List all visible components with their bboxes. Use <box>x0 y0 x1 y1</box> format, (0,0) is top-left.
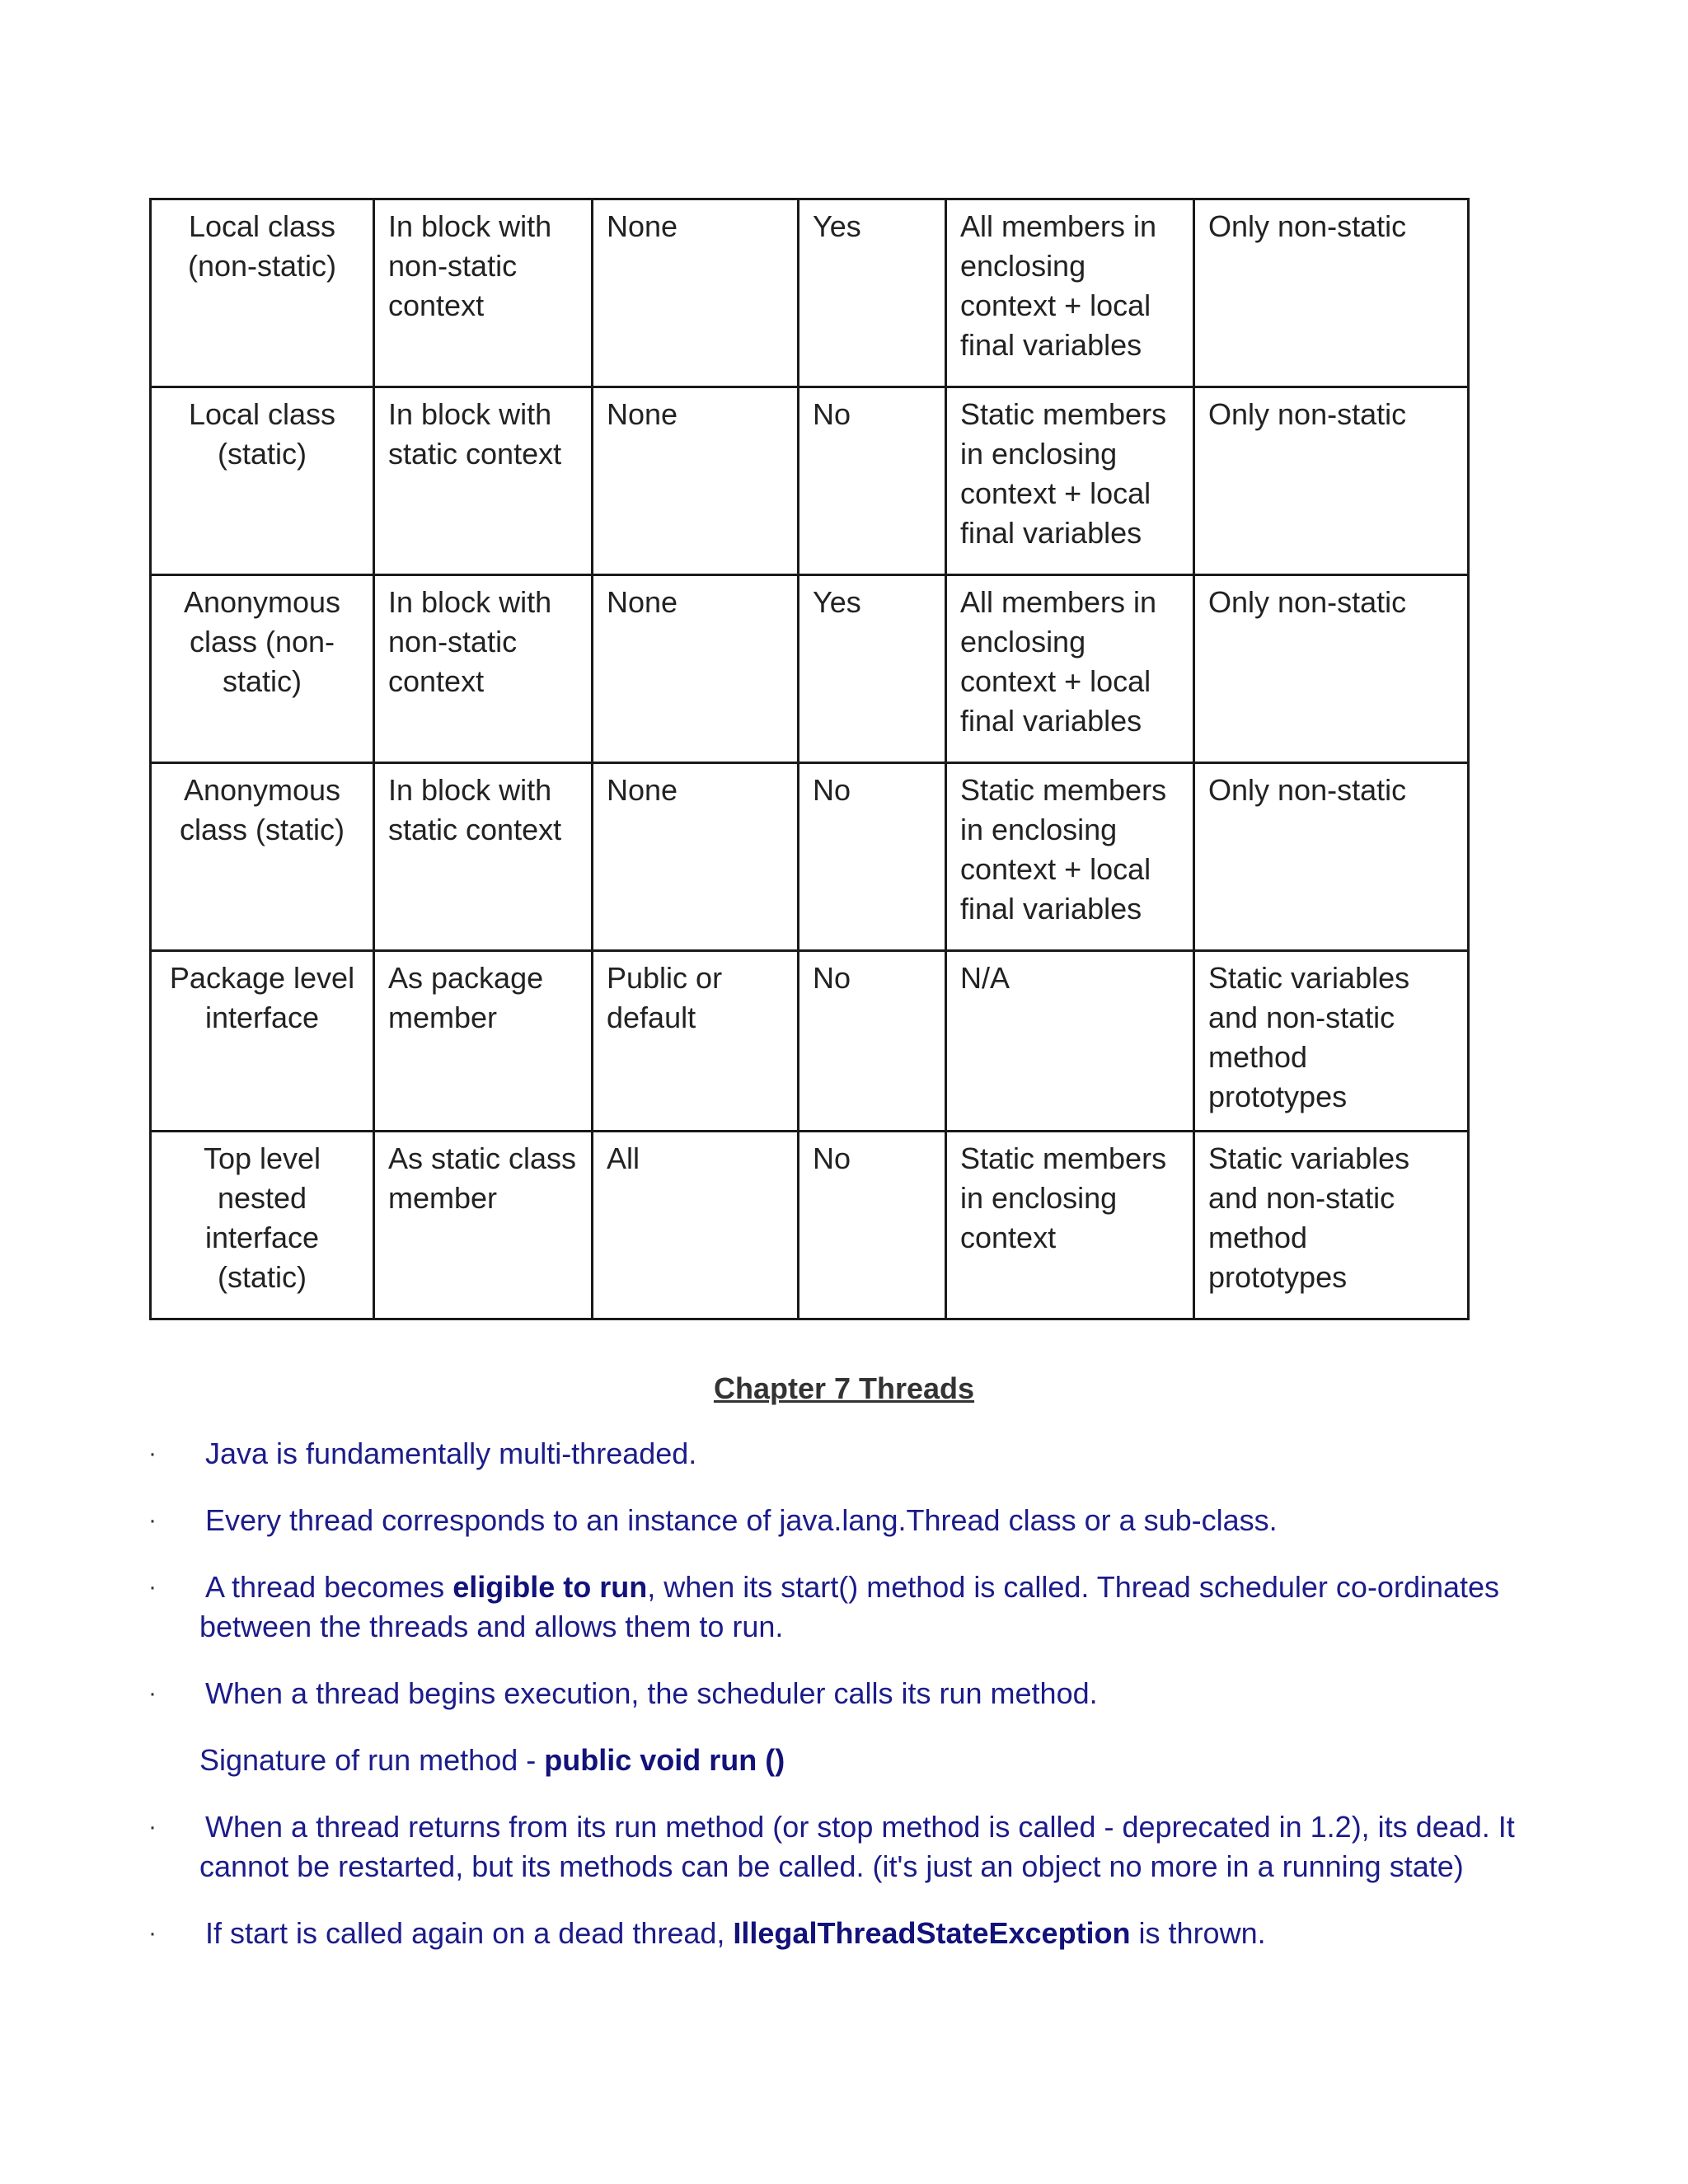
list-item <box>148 1674 1517 1713</box>
table-cell: None <box>593 575 799 763</box>
emphasis-text: eligible to run <box>452 1570 648 1604</box>
table-cell: No <box>799 1132 946 1319</box>
table-cell: None <box>593 763 799 951</box>
table-cell: All members in enclosing context + local final variables <box>946 199 1194 387</box>
table-cell: Yes <box>799 575 946 763</box>
nested-class-table <box>149 198 1470 1320</box>
table-cell: Static members in enclosing context + local final variables <box>946 763 1194 951</box>
thread-notes-list <box>148 1434 1517 1980</box>
table-row <box>151 951 1469 1132</box>
table-cell: No <box>799 763 946 951</box>
list-item <box>148 1434 1517 1474</box>
bullet-icon: · <box>148 1507 157 1534</box>
list-item-text: Every thread corresponds to an instance of java.lang.Thread class or a sub-class. <box>205 1503 1278 1537</box>
list-item-text: If start is called again on a dead thread, IllegalThreadStateException is thrown. <box>205 1916 1266 1950</box>
table-cell: In block with non-static context <box>374 199 593 387</box>
list-item-text: Java is fundamentally multi-threaded. <box>205 1436 697 1470</box>
table-cell: All members in enclosing context + local final variables <box>946 575 1194 763</box>
list-item <box>148 1807 1517 1886</box>
table-row <box>151 763 1469 951</box>
chapter-heading: Chapter 7 Threads <box>713 1371 975 1405</box>
table-cell: In block with non-static context <box>374 575 593 763</box>
table-cell: N/A <box>946 951 1194 1132</box>
table-cell: Public or default <box>593 951 799 1132</box>
list-item-text: When a thread returns from its run method (or stop method is called - deprecated in 1.2), its dead. It cannot be restarted, but its methods can be called. (it's just an object no more in a running state) <box>199 1810 1515 1883</box>
table-cell: Anonymous class (non-static) <box>151 575 374 763</box>
table-cell: No <box>799 387 946 575</box>
table-cell: Local class (static) <box>151 387 374 575</box>
code-signature: public void run () <box>544 1743 785 1777</box>
table-cell: None <box>593 387 799 575</box>
exception-name: IllegalThreadStateException <box>733 1916 1131 1950</box>
list-item <box>148 1501 1517 1540</box>
table-cell: Top level nested interface (static) <box>151 1132 374 1319</box>
bullet-icon: · <box>148 1440 157 1467</box>
list-item <box>148 1568 1517 1647</box>
table-cell: In block with static context <box>374 387 593 575</box>
table-cell: Static members in enclosing context + local final variables <box>946 387 1194 575</box>
note-text: Signature of run method - public void run () <box>199 1743 785 1777</box>
table-cell: Only non-static <box>1194 387 1469 575</box>
table-cell: Anonymous class (static) <box>151 763 374 951</box>
table-cell: Only non-static <box>1194 199 1469 387</box>
list-item-text: A thread becomes eligible to run, when its start() method is called. Thread scheduler co-ordinates between the threads and allows them to run. <box>199 1570 1500 1643</box>
table-cell: Only non-static <box>1194 763 1469 951</box>
bullet-icon: · <box>148 1573 157 1601</box>
table-cell: Static members in enclosing context <box>946 1132 1194 1319</box>
table-row <box>151 1132 1469 1319</box>
list-item-text: When a thread begins execution, the scheduler calls its run method. <box>205 1676 1098 1710</box>
list-item <box>148 1914 1517 1953</box>
table-cell: None <box>593 199 799 387</box>
bullet-icon: · <box>148 1813 157 1840</box>
table-row <box>151 199 1469 387</box>
run-signature-note <box>148 1741 1517 1780</box>
table-cell: Only non-static <box>1194 575 1469 763</box>
table-body <box>151 199 1469 1319</box>
table-cell: All <box>593 1132 799 1319</box>
bullet-icon: · <box>148 1919 157 1947</box>
table-cell: Static variables and non-static method prototypes <box>1194 1132 1469 1319</box>
table-cell: As static class member <box>374 1132 593 1319</box>
table-cell: No <box>799 951 946 1132</box>
table-row <box>151 575 1469 763</box>
table-row <box>151 387 1469 575</box>
table-cell: As package member <box>374 951 593 1132</box>
table-cell: Package level interface <box>151 951 374 1132</box>
bullet-icon: · <box>148 1680 157 1707</box>
table-cell: Local class (non-static) <box>151 199 374 387</box>
table-cell: Yes <box>799 199 946 387</box>
table-cell: Static variables and non-static method prototypes <box>1194 951 1469 1132</box>
table-cell: In block with static context <box>374 763 593 951</box>
